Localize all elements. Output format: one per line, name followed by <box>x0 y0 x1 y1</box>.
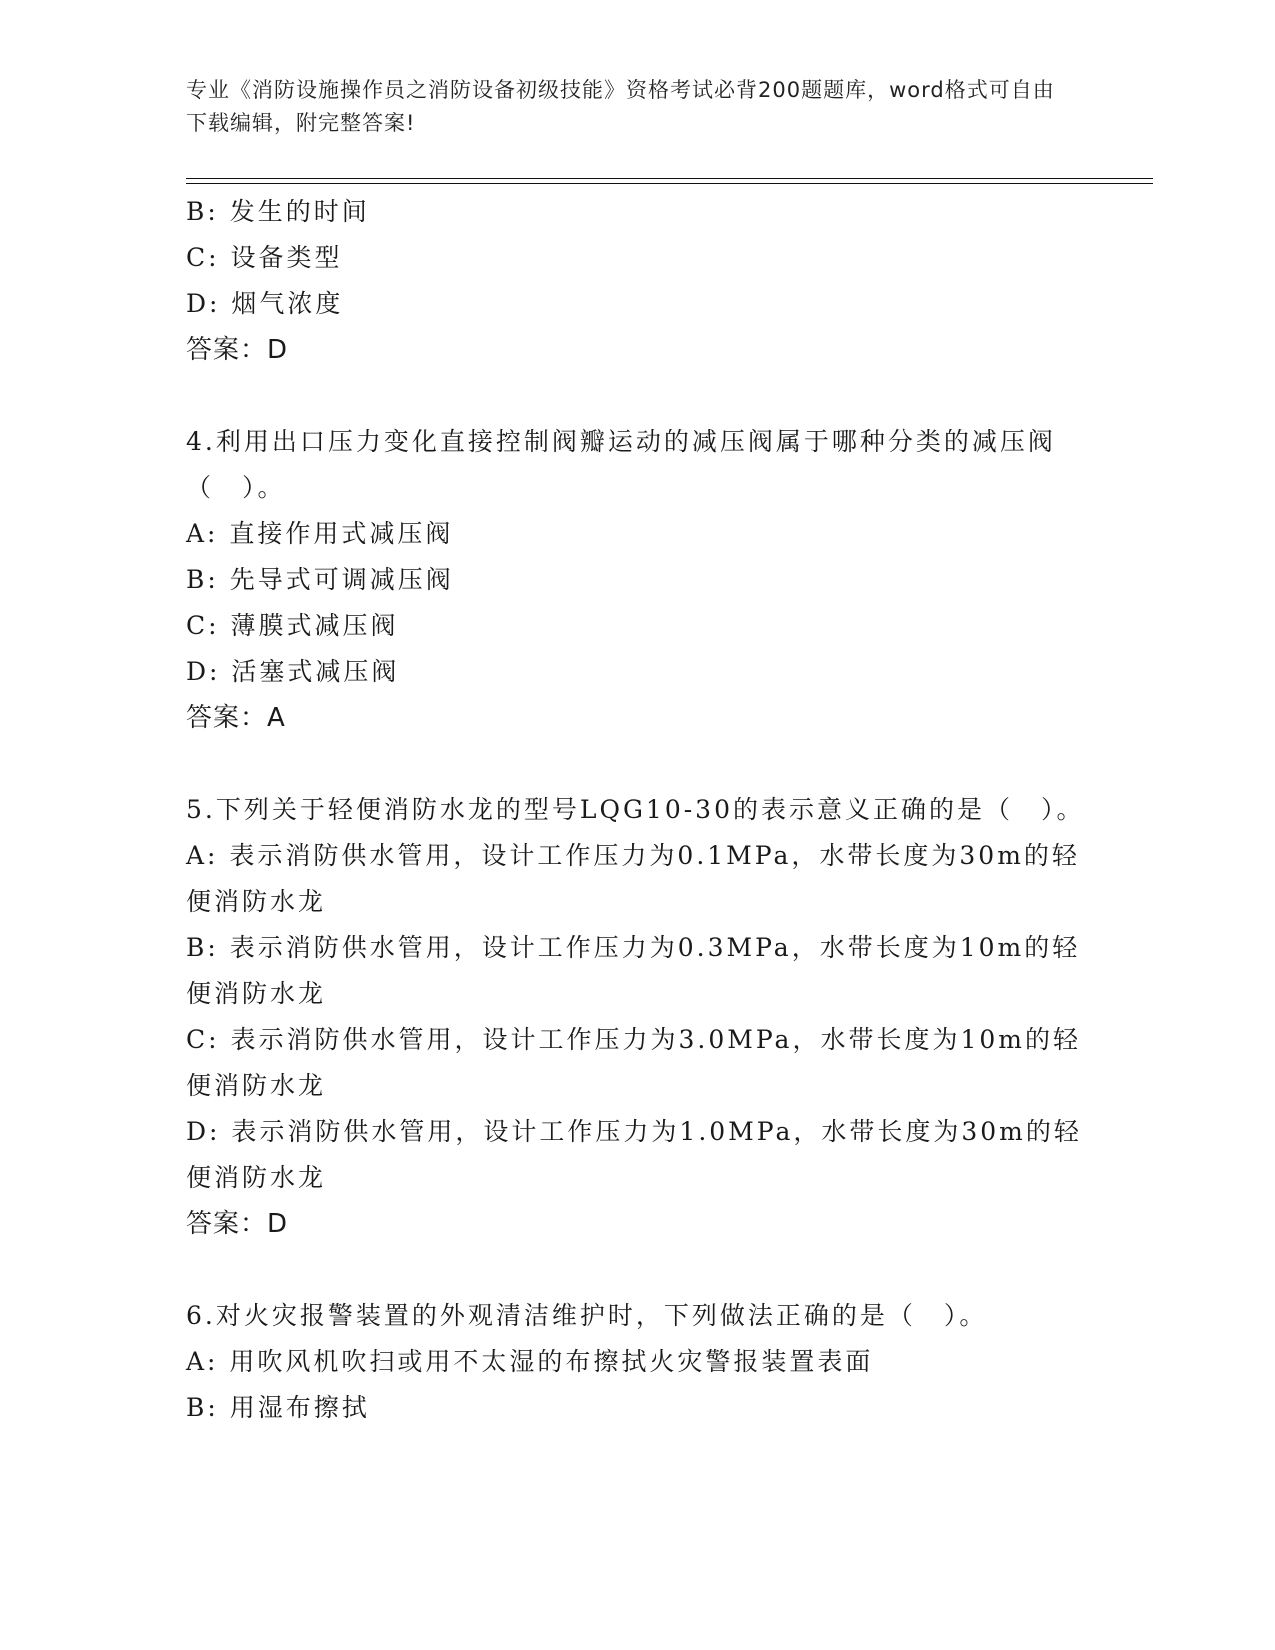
option-c: C: 薄膜式减压阀 <box>186 611 399 640</box>
option-c: C: 表示消防供水管用，设计工作压力为3.0MPa，水带长度为10m的轻便消防水龙 <box>186 1025 1081 1100</box>
spacer <box>186 741 1086 787</box>
question-6 <box>186 1293 1086 1431</box>
option-b: B: 先导式可调减压阀 <box>186 565 454 594</box>
spacer <box>186 1247 1086 1293</box>
option-c: C: 设备类型 <box>186 243 343 272</box>
option-a: A: 用吹风机吹扫或用不太湿的布擦拭火灾警报装置表面 <box>186 1347 874 1376</box>
option-b: B: 发生的时间 <box>186 197 370 226</box>
option-a: A: 直接作用式减压阀 <box>186 519 454 548</box>
option-d: D: 活塞式减压阀 <box>186 657 400 686</box>
option-a: A: 表示消防供水管用，设计工作压力为0.1MPa，水带长度为30m的轻便消防水龙 <box>186 841 1080 916</box>
spacer <box>186 373 1086 419</box>
option-b: B: 表示消防供水管用，设计工作压力为0.3MPa，水带长度为10m的轻便消防水龙 <box>186 933 1081 1008</box>
question-stem: 4.利用出口压力变化直接控制阀瓣运动的减压阀属于哪种分类的减压阀（ ）。 <box>186 427 1056 502</box>
question-3 <box>186 189 1086 373</box>
option-d: D: 烟气浓度 <box>186 289 344 318</box>
header-rule-top <box>186 178 1153 179</box>
question-content <box>186 189 1086 1431</box>
question-4 <box>186 419 1086 741</box>
question-5 <box>186 787 1086 1247</box>
question-stem: 6.对火灾报警装置的外观清洁维护时，下列做法正确的是（ ）。 <box>186 1301 988 1330</box>
option-b: B: 用湿布擦拭 <box>186 1393 370 1422</box>
answer: 答案：D <box>186 335 289 365</box>
header-rule-bottom <box>186 183 1153 184</box>
answer: 答案：A <box>186 703 286 733</box>
question-stem: 5.下列关于轻便消防水龙的型号LQG10-30的表示意义正确的是（ ）。 <box>186 795 1085 824</box>
option-d: D: 表示消防供水管用，设计工作压力为1.0MPa，水带长度为30m的轻便消防水龙 <box>186 1117 1082 1192</box>
answer: 答案：D <box>186 1209 289 1239</box>
document-header: 专业《消防设施操作员之消防设备初级技能》资格考试必背200题题库，word格式可自由下载编辑，附完整答案! <box>186 78 1055 135</box>
